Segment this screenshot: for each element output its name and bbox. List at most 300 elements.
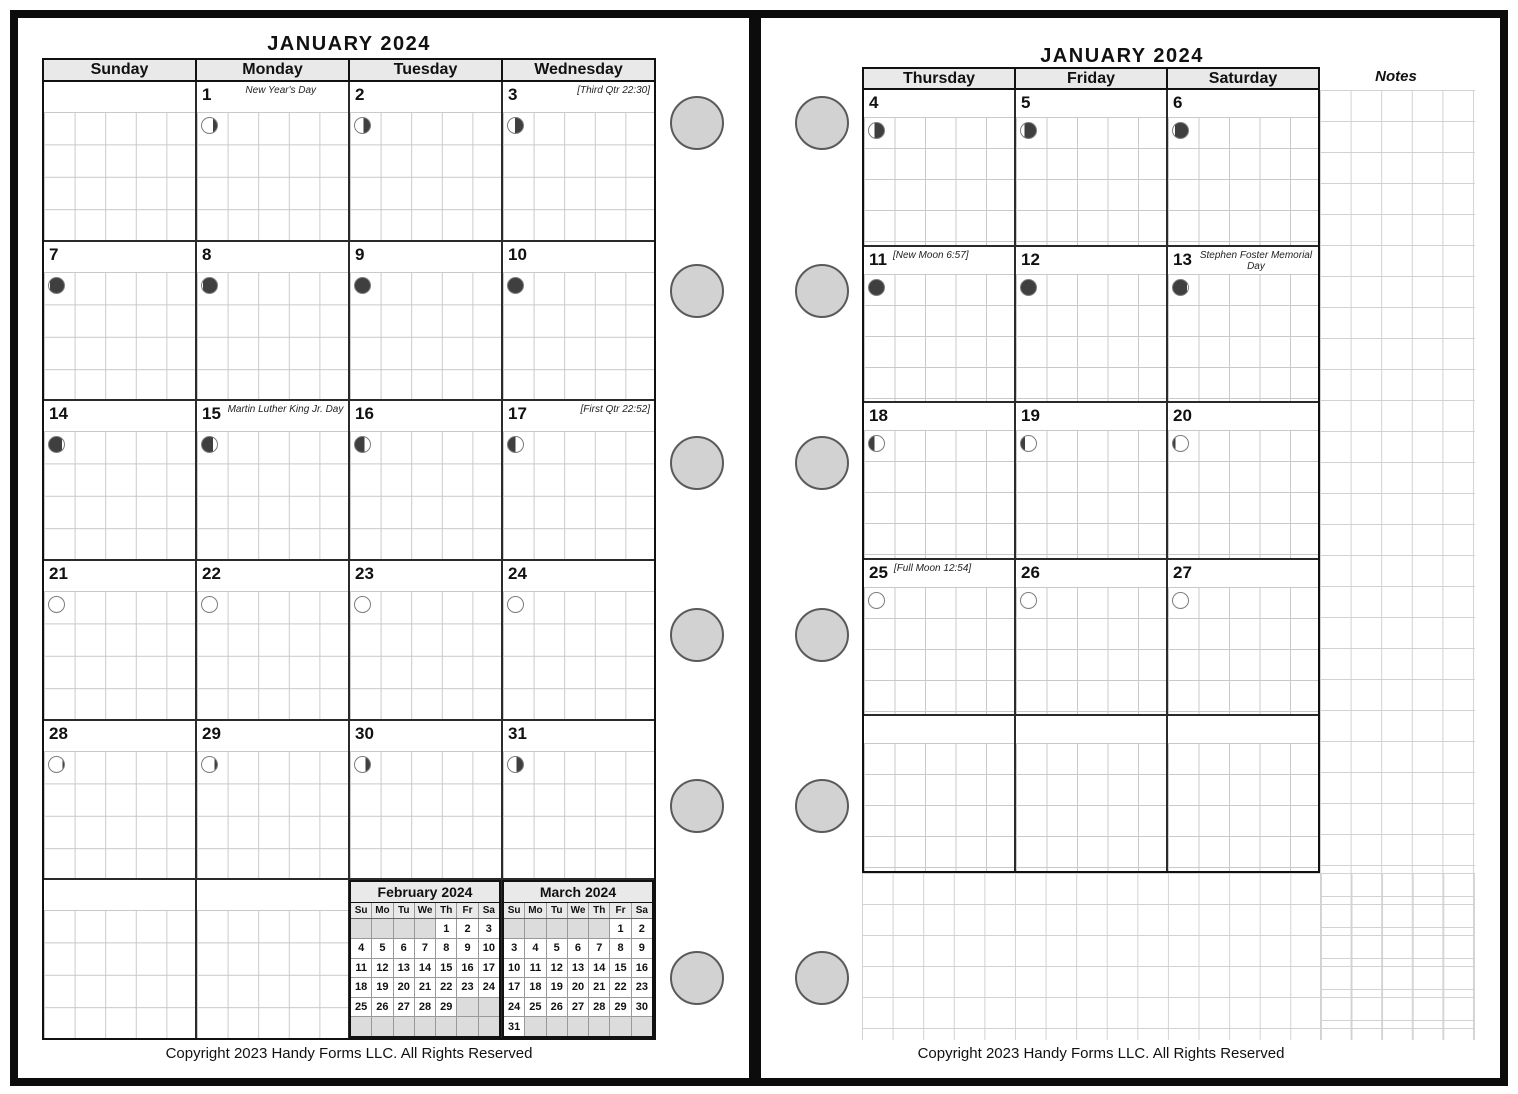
mini-empty-cell bbox=[351, 1017, 372, 1036]
day-cell[interactable] bbox=[503, 242, 654, 400]
left-page-content bbox=[18, 18, 749, 1078]
writing-grid bbox=[1168, 743, 1318, 871]
writing-grid bbox=[197, 910, 348, 1038]
day-strip bbox=[1016, 716, 1166, 743]
mini-calendar-row bbox=[504, 998, 652, 1018]
writing-grid bbox=[1016, 117, 1166, 245]
moon-phase-icon bbox=[507, 117, 524, 134]
mini-date-cell: 22 bbox=[610, 978, 631, 997]
day-strip bbox=[1016, 90, 1166, 117]
day-strip bbox=[864, 403, 1014, 430]
moon-phase-icon bbox=[201, 756, 218, 773]
mini-calendar-dow-row bbox=[351, 903, 499, 919]
day-cell[interactable] bbox=[1016, 90, 1168, 245]
mini-date-cell: 19 bbox=[372, 978, 393, 997]
day-cell[interactable] bbox=[503, 880, 654, 1038]
day-cell[interactable] bbox=[1168, 560, 1318, 715]
day-strip bbox=[197, 242, 348, 272]
day-number: 18 bbox=[869, 406, 888, 426]
day-number: 6 bbox=[1173, 93, 1183, 112]
day-note: New Year's Day bbox=[245, 85, 317, 96]
mini-date-cell: 15 bbox=[610, 959, 631, 978]
day-cell[interactable] bbox=[350, 721, 503, 879]
mini-date-cell: 23 bbox=[635, 981, 648, 994]
left-page bbox=[10, 10, 755, 1086]
day-number: 29 bbox=[202, 723, 221, 743]
day-cell[interactable] bbox=[350, 242, 503, 400]
day-cell[interactable] bbox=[1016, 560, 1168, 715]
mini-date-cell: 13 bbox=[568, 959, 589, 978]
day-strip bbox=[864, 716, 1014, 743]
writing-grid bbox=[197, 751, 348, 879]
day-cell[interactable] bbox=[503, 82, 654, 240]
mini-empty-cell bbox=[457, 998, 478, 1017]
day-note: [Third Qtr 22:30] bbox=[577, 85, 650, 96]
mini-date-cell: 16 bbox=[457, 959, 478, 978]
day-number: 26 bbox=[1021, 562, 1040, 582]
moon-phase-icon bbox=[48, 277, 65, 294]
day-strip bbox=[197, 561, 348, 591]
day-cell[interactable] bbox=[1016, 716, 1168, 871]
day-cell[interactable] bbox=[864, 247, 1016, 402]
moon-phase-icon bbox=[354, 756, 371, 773]
week-row bbox=[864, 90, 1318, 247]
week-row bbox=[864, 247, 1318, 404]
day-strip bbox=[864, 90, 1014, 117]
day-cell[interactable] bbox=[350, 82, 503, 240]
mini-date-cell: 15 bbox=[436, 959, 457, 978]
writing-grid bbox=[503, 591, 654, 719]
mini-date-cell: 30 bbox=[635, 1001, 648, 1014]
moon-phase-icon bbox=[354, 436, 371, 453]
writing-grid bbox=[503, 112, 654, 240]
writing-grid bbox=[350, 591, 501, 719]
mini-empty-cell bbox=[457, 1017, 478, 1036]
day-number: 28 bbox=[49, 723, 68, 743]
writing-grid bbox=[44, 112, 195, 240]
day-strip bbox=[1168, 560, 1318, 587]
binder-hole bbox=[670, 608, 724, 662]
day-note: [Full Moon 12:54] bbox=[893, 562, 972, 574]
mini-date-cell: 2 bbox=[457, 919, 478, 938]
day-cell[interactable] bbox=[1168, 403, 1318, 558]
writing-grid bbox=[197, 272, 348, 400]
day-cell[interactable] bbox=[44, 242, 197, 400]
copyright-text: Copyright 2023 Handy Forms LLC. All Rights Reserved bbox=[165, 1045, 533, 1062]
day-number bbox=[44, 82, 49, 86]
day-number: 24 bbox=[508, 564, 527, 584]
day-header: Wednesday bbox=[534, 61, 623, 78]
writing-grid bbox=[1016, 743, 1166, 871]
day-number: 9 bbox=[355, 244, 365, 264]
binder-hole bbox=[670, 436, 724, 490]
day-header: Saturday bbox=[1208, 70, 1278, 87]
mini-empty-cell bbox=[632, 1017, 652, 1036]
moon-phase-icon bbox=[1172, 435, 1189, 452]
mini-date-cell: 10 bbox=[482, 942, 495, 955]
day-number: 13 bbox=[1173, 249, 1192, 269]
writing-grid bbox=[44, 751, 195, 879]
day-cell[interactable] bbox=[1016, 403, 1168, 558]
mini-date-cell: 31 bbox=[504, 1017, 525, 1036]
writing-grid bbox=[197, 112, 348, 240]
day-number: 11 bbox=[869, 249, 887, 269]
day-cell[interactable] bbox=[503, 721, 654, 879]
day-number: 27 bbox=[1173, 562, 1192, 582]
mini-date-cell: 21 bbox=[589, 978, 610, 997]
notes-label: Notes bbox=[1375, 68, 1417, 85]
mini-date-cell: 11 bbox=[351, 959, 372, 978]
day-strip bbox=[350, 242, 501, 272]
day-cell[interactable] bbox=[1168, 247, 1318, 402]
mini-empty-cell bbox=[415, 919, 436, 938]
mini-empty-cell bbox=[504, 919, 525, 938]
day-strip bbox=[1168, 403, 1318, 430]
mini-calendar-grid bbox=[351, 919, 499, 1036]
mini-date-cell: 28 bbox=[415, 998, 436, 1017]
day-cell[interactable] bbox=[1168, 716, 1318, 871]
day-strip bbox=[503, 561, 654, 591]
mini-dow-label: Tu bbox=[547, 903, 568, 918]
day-cell[interactable] bbox=[197, 401, 350, 559]
moon-phase-icon bbox=[1020, 435, 1037, 452]
right-month-calendar bbox=[862, 67, 1320, 873]
mini-date-cell: 24 bbox=[482, 981, 495, 994]
day-number bbox=[197, 880, 202, 884]
day-strip bbox=[1016, 247, 1166, 274]
writing-grid bbox=[44, 431, 195, 559]
day-number: 5 bbox=[1021, 93, 1031, 112]
moon-phase-icon bbox=[201, 596, 218, 613]
mini-date-cell: 23 bbox=[457, 978, 478, 997]
day-number: 21 bbox=[49, 564, 68, 584]
mini-calendar-row bbox=[351, 978, 499, 998]
mini-date-cell: 29 bbox=[436, 998, 457, 1017]
binder-hole bbox=[670, 951, 724, 1005]
writing-grid bbox=[503, 431, 654, 559]
writing-grid bbox=[864, 117, 1014, 245]
day-strip bbox=[864, 247, 1014, 274]
binder-hole bbox=[670, 96, 724, 150]
mini-empty-cell bbox=[415, 1017, 436, 1036]
mini-empty-cell bbox=[589, 1017, 610, 1036]
mini-dow-label: Tu bbox=[394, 903, 415, 918]
mini-date-cell: 14 bbox=[415, 959, 436, 978]
day-number bbox=[44, 880, 49, 884]
mini-calendar-title: February 2024 bbox=[351, 882, 499, 903]
day-header: Monday bbox=[197, 60, 350, 80]
day-number: 19 bbox=[1021, 406, 1040, 426]
writing-grid bbox=[1168, 274, 1318, 402]
mini-date-cell: 16 bbox=[635, 961, 648, 974]
day-header: Tuesday bbox=[350, 60, 503, 80]
week-row bbox=[44, 561, 654, 721]
mini-empty-cell bbox=[372, 919, 393, 938]
binder-hole bbox=[795, 436, 849, 490]
day-cell[interactable] bbox=[44, 880, 197, 1038]
writing-grid bbox=[197, 591, 348, 719]
mini-calendar-row bbox=[504, 959, 652, 979]
mini-date-cell: 29 bbox=[610, 998, 631, 1017]
mini-date-cell: 13 bbox=[394, 959, 415, 978]
mini-date-cell: 28 bbox=[589, 998, 610, 1017]
day-strip bbox=[197, 721, 348, 751]
mini-empty-cell bbox=[589, 919, 610, 938]
mini-dow-label: Th bbox=[436, 903, 457, 918]
day-number: 2 bbox=[355, 85, 365, 104]
day-strip bbox=[44, 880, 195, 910]
mini-date-cell: 18 bbox=[351, 978, 372, 997]
writing-grid bbox=[44, 591, 195, 719]
day-cell[interactable] bbox=[197, 242, 350, 400]
day-cell[interactable] bbox=[864, 90, 1016, 245]
mini-date-cell: 8 bbox=[436, 939, 457, 958]
moon-phase-icon bbox=[868, 279, 885, 296]
mini-date-cell: 22 bbox=[436, 978, 457, 997]
day-number: 25 bbox=[869, 562, 888, 582]
week-row bbox=[44, 721, 654, 881]
mini-empty-cell bbox=[436, 1017, 457, 1036]
day-cell[interactable] bbox=[197, 721, 350, 879]
mini-date-cell: 14 bbox=[589, 959, 610, 978]
day-cell[interactable] bbox=[44, 401, 197, 559]
day-strip bbox=[1016, 403, 1166, 430]
mini-date-cell: 10 bbox=[504, 959, 525, 978]
day-number: 4 bbox=[869, 93, 879, 112]
day-number: 23 bbox=[355, 564, 374, 584]
day-cell[interactable] bbox=[197, 82, 350, 240]
mini-date-cell: 6 bbox=[568, 939, 589, 958]
binder-hole bbox=[670, 779, 724, 833]
moon-phase-icon bbox=[507, 756, 524, 773]
mini-calendar-row bbox=[351, 959, 499, 979]
week-row bbox=[864, 403, 1318, 560]
mini-date-cell: 27 bbox=[568, 998, 589, 1017]
mini-calendar-row bbox=[504, 1017, 652, 1036]
day-header: Friday bbox=[1016, 69, 1168, 88]
day-cell[interactable] bbox=[503, 401, 654, 559]
moon-phase-icon bbox=[201, 117, 218, 134]
moon-phase-icon bbox=[48, 596, 65, 613]
mini-date-cell: 12 bbox=[547, 959, 568, 978]
mini-calendar-dow-row bbox=[504, 903, 652, 919]
day-strip bbox=[44, 242, 195, 272]
writing-grid bbox=[197, 431, 348, 559]
mini-date-cell: 17 bbox=[504, 978, 525, 997]
day-note: [New Moon 6:57] bbox=[892, 249, 969, 261]
weeks-container bbox=[864, 90, 1318, 871]
mini-date-cell: 19 bbox=[547, 978, 568, 997]
week-row bbox=[864, 560, 1318, 717]
day-strip bbox=[864, 560, 1014, 587]
day-strip bbox=[350, 82, 501, 112]
mini-date-cell: 7 bbox=[415, 939, 436, 958]
writing-grid bbox=[864, 430, 1014, 558]
binder-hole bbox=[795, 608, 849, 662]
day-strip bbox=[44, 561, 195, 591]
moon-phase-icon bbox=[1172, 122, 1189, 139]
day-strip bbox=[44, 721, 195, 751]
mini-date-cell: 25 bbox=[351, 998, 372, 1017]
week-row bbox=[44, 401, 654, 561]
day-number: 14 bbox=[49, 404, 68, 424]
mini-date-cell: 5 bbox=[372, 939, 393, 958]
mini-dow-label: Sa bbox=[635, 905, 648, 917]
mini-calendar-row bbox=[504, 919, 652, 939]
day-strip bbox=[503, 82, 654, 112]
writing-grid bbox=[44, 910, 195, 1038]
moon-phase-icon bbox=[868, 435, 885, 452]
right-page bbox=[755, 10, 1508, 1086]
day-cell[interactable] bbox=[864, 403, 1016, 558]
mini-calendar-row bbox=[351, 1017, 499, 1036]
day-number: 30 bbox=[355, 723, 374, 743]
day-cell[interactable] bbox=[1016, 247, 1168, 402]
day-cell[interactable] bbox=[1168, 90, 1318, 245]
page-title: JANUARY 2024 bbox=[267, 33, 431, 55]
mini-date-cell: 21 bbox=[415, 978, 436, 997]
day-number bbox=[1016, 716, 1021, 720]
writing-grid bbox=[1016, 587, 1166, 715]
writing-grid bbox=[864, 274, 1014, 402]
page-title: JANUARY 2024 bbox=[1040, 45, 1204, 67]
moon-phase-icon bbox=[868, 592, 885, 609]
day-strip bbox=[503, 401, 654, 431]
day-cell[interactable] bbox=[864, 716, 1016, 871]
day-cell[interactable] bbox=[350, 561, 503, 719]
mini-date-cell: 3 bbox=[504, 939, 525, 958]
day-cell[interactable] bbox=[503, 561, 654, 719]
day-strip bbox=[350, 401, 501, 431]
mini-empty-cell bbox=[394, 1017, 415, 1036]
day-cell[interactable] bbox=[44, 721, 197, 879]
mini-empty-cell bbox=[351, 919, 372, 938]
mini-date-cell: 26 bbox=[547, 998, 568, 1017]
moon-phase-icon bbox=[1020, 592, 1037, 609]
day-number: 20 bbox=[1173, 406, 1192, 426]
mini-dow-label: Sa bbox=[482, 905, 495, 917]
binder-hole bbox=[795, 779, 849, 833]
day-cell[interactable] bbox=[197, 561, 350, 719]
writing-grid bbox=[350, 751, 501, 879]
mini-dow-label: We bbox=[568, 903, 589, 918]
day-strip bbox=[503, 242, 654, 272]
day-strip bbox=[44, 82, 195, 112]
day-strip bbox=[197, 82, 348, 112]
mini-date-cell: 9 bbox=[457, 939, 478, 958]
mini-date-cell: 6 bbox=[394, 939, 415, 958]
day-cell[interactable] bbox=[350, 401, 503, 559]
moon-phase-icon bbox=[354, 596, 371, 613]
mini-calendar[interactable] bbox=[349, 880, 501, 1038]
writing-grid bbox=[1168, 430, 1318, 558]
mini-date-cell: 18 bbox=[525, 978, 546, 997]
day-cell[interactable] bbox=[350, 880, 503, 1038]
moon-phase-icon bbox=[507, 436, 524, 453]
weekday-header-row bbox=[44, 60, 654, 82]
mini-empty-cell bbox=[547, 1017, 568, 1036]
writing-grid bbox=[350, 112, 501, 240]
mini-date-cell: 20 bbox=[568, 978, 589, 997]
writing-grid bbox=[1168, 117, 1318, 245]
mini-date-cell: 26 bbox=[372, 998, 393, 1017]
mini-calendar-row bbox=[504, 939, 652, 959]
day-strip bbox=[197, 401, 348, 431]
moon-phase-icon bbox=[48, 756, 65, 773]
right-page-content bbox=[761, 18, 1500, 1078]
day-cell[interactable] bbox=[44, 82, 197, 240]
mini-dow-label: Su bbox=[351, 903, 372, 918]
mini-date-cell: 20 bbox=[394, 978, 415, 997]
writing-grid bbox=[44, 272, 195, 400]
writing-grid bbox=[503, 272, 654, 400]
mini-empty-cell bbox=[394, 919, 415, 938]
mini-calendar-row bbox=[351, 919, 499, 939]
day-note: Martin Luther King Jr. Day bbox=[227, 404, 344, 416]
moon-phase-icon bbox=[201, 436, 218, 453]
mini-dow-label: Th bbox=[589, 903, 610, 918]
day-strip bbox=[44, 401, 195, 431]
day-number: 10 bbox=[508, 244, 527, 264]
week-row bbox=[44, 82, 654, 242]
day-number: 7 bbox=[49, 244, 59, 264]
moon-phase-icon bbox=[507, 596, 524, 613]
week-row bbox=[44, 880, 654, 1038]
mini-empty-cell bbox=[479, 1017, 499, 1036]
moon-phase-icon bbox=[48, 436, 65, 453]
day-number: 1 bbox=[202, 85, 212, 104]
day-number bbox=[1168, 716, 1173, 720]
day-cell[interactable] bbox=[44, 561, 197, 719]
day-cell[interactable] bbox=[864, 560, 1016, 715]
moon-phase-icon bbox=[1020, 122, 1037, 139]
mini-date-cell: 11 bbox=[525, 959, 546, 978]
writing-grid bbox=[1016, 274, 1166, 402]
mini-empty-cell bbox=[547, 919, 568, 938]
mini-date-cell: 9 bbox=[638, 942, 645, 955]
mini-date-cell: 17 bbox=[482, 961, 495, 974]
mini-date-cell: 8 bbox=[610, 939, 631, 958]
day-number bbox=[864, 716, 869, 720]
mini-empty-cell bbox=[372, 1017, 393, 1036]
mini-calendar-row bbox=[504, 978, 652, 998]
day-cell[interactable] bbox=[197, 880, 350, 1038]
mini-date-cell: 12 bbox=[372, 959, 393, 978]
moon-phase-icon bbox=[201, 277, 218, 294]
mini-date-cell: 3 bbox=[485, 922, 492, 935]
day-strip bbox=[1016, 560, 1166, 587]
moon-phase-icon bbox=[354, 117, 371, 134]
mini-empty-cell bbox=[479, 998, 499, 1017]
mini-calendar-row bbox=[351, 939, 499, 959]
day-strip bbox=[350, 561, 501, 591]
mini-empty-cell bbox=[610, 1017, 631, 1036]
day-header: Thursday bbox=[864, 69, 1016, 88]
mini-date-cell: 2 bbox=[638, 922, 645, 935]
day-strip bbox=[1168, 247, 1318, 274]
moon-phase-icon bbox=[1172, 592, 1189, 609]
mini-date-cell: 24 bbox=[504, 998, 525, 1017]
mini-empty-cell bbox=[568, 1017, 589, 1036]
day-number: 12 bbox=[1021, 249, 1040, 269]
day-number: 22 bbox=[202, 564, 221, 584]
moon-phase-icon bbox=[1172, 279, 1189, 296]
day-number: 17 bbox=[508, 404, 527, 424]
day-strip bbox=[1168, 90, 1318, 117]
writing-grid bbox=[1168, 587, 1318, 715]
mini-calendar[interactable] bbox=[502, 880, 654, 1038]
mini-dow-label: Su bbox=[504, 903, 525, 918]
